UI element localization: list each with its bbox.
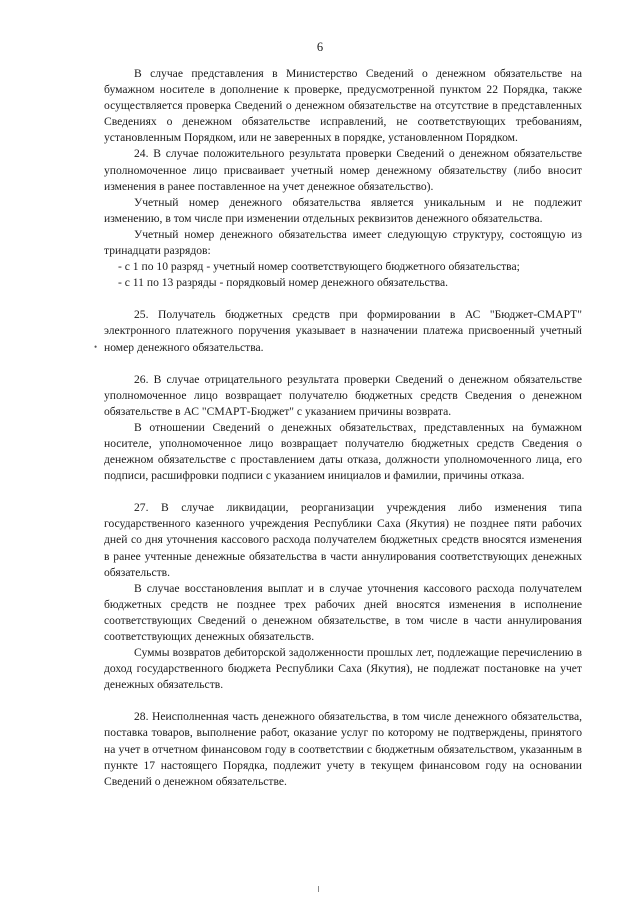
list-item-digits-11-13: - с 11 по 13 разряды - порядковый номер денежного обязательства.: [118, 276, 449, 290]
paragraph-27-refunds: Суммы возвратов дебиторской задолженности прошлых лет, подлежащие перечислению в доход государственного бюджета Республики Саха (Якутия), не подлежат постановке на учет денежных обязательств.: [104, 646, 582, 692]
margin-mark: •: [94, 342, 98, 352]
paragraph-26-paper: В отношении Сведений о денежных обязательствах, представленных на бумажном носителе, уполномоченное лицо возвращает получателю бюджетных средств Сведения о денежном обязательстве с проставлением даты отказа, должности уполномоченного лица, его подписи, расшифровки подписи с указанием инициалов и фамилии, причины отказа.: [104, 420, 582, 483]
paragraph-27-restore: В случае восстановления выплат и в случае уточнения кассового расхода получателем бюджетных средств не позднее трех рабочих дней вносятся изменения в исполнение соответствующих Сведений о денежном обязательстве, в том числе в части аннулирования соответствующих денежных обязательств.: [104, 581, 582, 643]
document-body: [104, 66, 582, 790]
page-number: 6: [316, 40, 324, 54]
paragraph-27: 27. В случае ликвидации, реорганизации учреждения либо изменения типа государственного казенного учреждения Республики Саха (Якутия) не позднее пяти рабочих дней со дня уточнения кассового расхода получателем бюджетных средств вносятся изменения в ранее учтенные денежные обязательства в части аннулирования соответствующих денежных обязательств.: [104, 501, 582, 579]
paragraph-paper-check: В случае представления в Министерство Сведений о денежном обязательстве на бумажном носителе в дополнение к проверке, предусмотренной пунктом 22 Порядка, также осуществляется проверка Сведений о денежном обязательстве на отсутствие в представленных Сведениях о денежном обязательстве исправлений, не соответствующих требованиям, установленным Порядком, или не заверенных в порядке, установленном Порядком.: [104, 67, 582, 145]
paragraph-24-unique: Учетный номер денежного обязательства является уникальным и не подлежит изменению, в том числе при изменении отдельных реквизитов денежного обязательства.: [104, 195, 582, 225]
paragraph-24-structure: Учетный номер денежного обязательства имеет следующую структуру, состоящую из тринадцати разрядов:: [104, 227, 582, 258]
paragraph-26: 26. В случае отрицательного результата проверки Сведений о денежном обязательстве уполномоченное лицо возвращает получателю бюджетных средств Сведения о денежном обязательстве в АС "СМАРТ-Бюджет" с указанием причины возврата.: [104, 372, 582, 418]
list-item-digits-1-10: - с 1 по 10 разряд - учетный номер соответствующего бюджетного обязательства;: [118, 260, 520, 274]
paragraph-28: 28. Неисполненная часть денежного обязательства, в том числе денежного обязательства, поставка товаров, выполнение работ, оказание услуг по которому не подтверждены, принятого на учет в отчетном финансовом году в соответствии с бюджетным обязательством, указанным в пункте 17 настоящего Порядка, подлежит учету в текущем финансовом году на основании Сведений о денежном обязательстве.: [104, 710, 582, 788]
paragraph-24: 24. В случае положительного результата проверки Сведений о денежном обязательстве уполномоченное лицо присваивает учетный номер денежному обязательству (либо вносит изменения в ранее поставленное на учет денежное обязательство).: [104, 147, 582, 193]
paragraph-25: 25. Получатель бюджетных средств при формировании в АС "Бюджет-СМАРТ" электронного платежного поручения указывает в назначении платежа присвоенный учетный номер денежного обязательства.: [104, 308, 582, 354]
bottom-mark: [318, 886, 319, 892]
